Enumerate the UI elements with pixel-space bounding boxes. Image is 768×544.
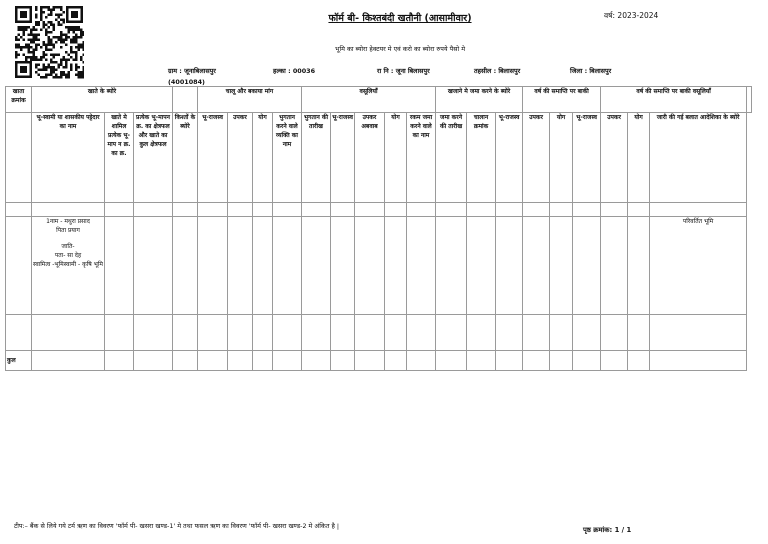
col-installment: किश्तों के ब्योरे — [173, 113, 198, 203]
table-row — [6, 315, 752, 351]
holder-father: पिता प्रयाग — [56, 227, 80, 234]
tehsil-label: तहसील : बिलासपुर — [474, 67, 521, 75]
col-deposit-person: रकम जमा करने वाले का नाम — [407, 113, 436, 203]
holder-cell — [32, 217, 105, 315]
table-row — [6, 217, 752, 315]
page-number: पृष्ठ क्रमांक: 1 / 1 — [583, 526, 632, 534]
col-coll-total: योग — [385, 113, 407, 203]
group-year-end-balance: वर्ष की समाप्ति पर बाकी — [523, 87, 601, 113]
remark-cell: परिवर्तित भूमि — [650, 217, 747, 315]
col-area: प्रत्येक भू-मापन क्र. का क्षेत्रफल और खाते का कुल क्षेत्रफल — [134, 113, 173, 203]
col-rec-revenue: भू-राजस्व — [573, 113, 601, 203]
col-challan: चालान क्रमांक — [467, 113, 496, 203]
holder-address: पता- सा देह — [54, 252, 82, 259]
form-subtitle: भूमि का ब्योरा हेक्टयर मे एवं करो का ब्योरा रुपये पैसो मे — [334, 45, 466, 53]
col-order-details: जारी की गई बलात आदेशिका के ब्योरे — [650, 113, 747, 203]
table-total-row — [6, 351, 752, 371]
blank-header-cell — [173, 87, 198, 113]
col-coll-cess: उपकर अबवाब — [355, 113, 385, 203]
col-deposit-date: जमा करने की तारीख — [436, 113, 467, 203]
ri-label: रा नि : जूना बिलासपुर — [377, 67, 430, 75]
col-rec-total: योग — [628, 113, 650, 203]
blank-header-cell — [747, 87, 752, 113]
group-khata-details: खाते के ब्योरे — [32, 87, 173, 113]
group-collection: वसूलियाँ — [302, 87, 436, 113]
footer-note: टीप:– बैंक से लिये गये टर्म ऋण का विवरण 'फॉर्म पी- खसरा खण्ड-1' मे तथा फसल ऋण का विवरण 'फॉर्म पी- खसरा खण्ड-2 मे अंकित है | — [14, 522, 340, 530]
holder-caste: जाति- — [61, 243, 75, 250]
form-title: फॉर्म बी- किश्तबंदी खतौनी (आसामीवार) — [328, 13, 472, 24]
group-current-dues: चालू और बकाया मांग — [198, 87, 302, 113]
col-coll-revenue: भू-राजस्व — [331, 113, 355, 203]
col-payment-date: भुगतान की तारीख — [302, 113, 331, 203]
col-dues-revenue: भू-राजस्व — [198, 113, 228, 203]
qr-code — [14, 5, 84, 79]
col-rec-cess: उपकर — [601, 113, 628, 203]
col-payer-name: भुगतान करने वाले व्यक्ति का नाम — [273, 113, 302, 203]
total-label: कुल — [6, 351, 32, 371]
year-label: वर्ष: 2023-2024 — [604, 11, 659, 20]
holder-name: 1नाम - मथुरा प्रसाद — [46, 218, 90, 225]
group-year-end-recovered: वर्ष की समाप्ति पर बाकी वसूलियाँ — [601, 87, 747, 113]
col-holder: भू-स्वामी या शासकीय पट्टेदार का नाम — [32, 113, 105, 203]
group-deposit: खजाने मे जमा करने के ब्योरे — [436, 87, 523, 113]
blank-header-cell — [6, 113, 32, 203]
table-column-header-row — [6, 113, 752, 203]
district-label: जिला : बिलासपुर — [570, 67, 612, 75]
col-bal-revenue: भू-राजस्व — [496, 113, 523, 203]
khatauni-table — [5, 86, 752, 371]
col-dues-total: योग — [253, 113, 273, 203]
holder-ownership: स्वामित्व -भूमिस्वामी - कृषि भूमि — [33, 261, 103, 268]
halka-label: हल्का : 00036 — [273, 67, 316, 75]
col-bal-total: योग — [550, 113, 573, 203]
village-label: ग्राम : जूनाबिलासपुर — [168, 67, 216, 75]
table-spacer-row — [6, 203, 752, 217]
col-dues-cess: उपकर — [228, 113, 253, 203]
col-khata-no: खाता क्रमांक — [6, 87, 32, 113]
col-included: खाते मे शामिल प्रत्येक भू-माप न क्र. का क्र. — [105, 113, 134, 203]
village-code: (4001084) — [168, 78, 205, 86]
table-group-header-row — [6, 87, 752, 113]
col-bal-cess: उपकर — [523, 113, 550, 203]
